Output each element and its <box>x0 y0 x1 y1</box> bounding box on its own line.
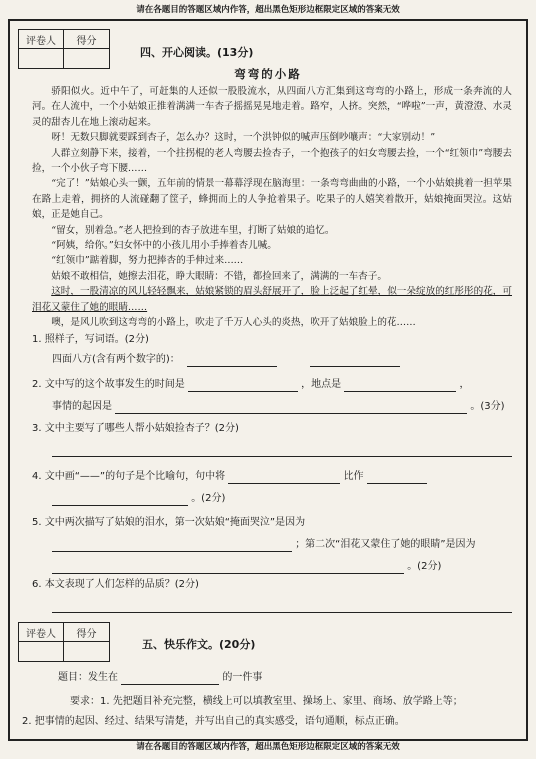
essay-topic-text-a: 题目：发生在 <box>58 672 118 683</box>
answer-blank[interactable] <box>187 356 277 367</box>
answer-blank-object-cont[interactable] <box>52 495 188 506</box>
story-paragraph: 噢，是风儿吹到这弯弯的小路上，吹走了千万人心头的炎热，吹开了姑娘脸上的花…… <box>51 317 416 329</box>
answer-blank-reason1[interactable] <box>52 541 292 552</box>
question-2-text-c: ， <box>459 379 470 390</box>
question-1-example <box>52 353 400 367</box>
question-1-example-text: 四面八方(含有两个数字的)： <box>52 354 180 365</box>
question-5-cont <box>52 538 476 552</box>
answer-blank[interactable] <box>310 356 400 367</box>
story-paragraph: “红领巾”踮着脚，努力把捧杏的手伸过来…… <box>51 255 244 267</box>
question-2-text-b: ，地点是 <box>301 379 342 390</box>
story-paragraph-underlined: 这时，一股清凉的风儿轻轻飘来，姑娘紧锁的眉头舒展开了，脸上泛起了红晕，似一朵绽放的红彤彤的花，可泪花又蒙住了她的眼睛…… <box>32 286 512 313</box>
question-1: 1. 照样子，写词语。(2分) <box>32 334 149 345</box>
question-3: 3. 文中主要写了哪些人帮小姑娘捡杏子？(2分) <box>32 423 239 434</box>
reviewer-label: 评卷人 <box>19 30 64 49</box>
answer-blank-time[interactable] <box>188 381 298 392</box>
question-5-text-b: ；第二次“泪花又蒙住了她的眼睛”是因为 <box>295 539 476 550</box>
question-2-cause <box>52 400 505 414</box>
question-4 <box>32 470 427 484</box>
story-body <box>32 84 512 331</box>
question-4-cont <box>52 492 225 506</box>
essay-topic <box>58 671 262 685</box>
story-paragraph: “完了！”姑娘心头一颤，五年前的情景一幕幕浮现在脑海里：一条弯弯曲曲的小路，一个小姑娘挑着一担苹果在路上走着，拥挤的人流碰翻了筐子，蜂拥而上的人争抢着果子。吃果子的人嬉笑着散开，姑娘掩面哭泣。这姑娘，正是她自己。 <box>32 178 512 221</box>
story-paragraph: 骄阳似火。近中午了，可赶集的人还似一股股流水，从四面八方汇集到这弯弯的小路上，形成一条奔流的人河。在人流中，一个小姑娘正推着满满一车杏子摇摇晃晃地走着。路窄，人挤。突然，“哗啦”一声，黄澄澄、水灵灵的甜杏儿在地上滚动起来。 <box>32 86 512 128</box>
question-4-text-a: 4. 文中画“——”的句子是个比喻句，句中将 <box>32 471 226 482</box>
story-paragraph: 姑娘不敢相信，她擦去泪花，睁大眼睛：不错，都捡回来了，满满的一车杏子。 <box>51 270 387 282</box>
reviewer-label: 评卷人 <box>19 623 64 642</box>
scorebox-section4 <box>18 29 110 69</box>
question-2-text-e: 。(3分) <box>470 401 505 412</box>
essay-topic-text-b: 的一件事 <box>222 672 263 683</box>
story-paragraph: 呀！无数只脚就要踩到杏子，怎么办？这时，一个洪钟似的喊声压倒吵嚷声：“大家别动！” <box>51 132 436 144</box>
answer-blank-reason2[interactable] <box>52 563 404 574</box>
scorebox-section5 <box>18 622 110 662</box>
story-paragraph: “留女，别着急。”老人把捡到的杏子放进车里，打断了姑娘的追忆。 <box>51 224 335 236</box>
essay-topic-blank[interactable] <box>121 674 219 685</box>
story-title: 弯弯的小路 <box>234 67 302 81</box>
section5-title: 五、快乐作文。(20分) <box>142 638 256 651</box>
question-4-text-c: 。(2分) <box>191 493 226 504</box>
answer-line[interactable] <box>52 612 512 613</box>
exam-banner-bottom: 请在各题目的答题区域内作答，超出黑色矩形边框限定区域的答案无效 <box>136 742 400 752</box>
story-paragraph: “阿姨，给你。”妇女怀中的小孩儿用小手捧着杏儿喊。 <box>51 240 277 252</box>
section4-title: 四、开心阅读。(13分) <box>140 46 254 59</box>
question-5-text-c: 。(2分) <box>407 561 442 572</box>
question-5: 5. 文中两次描写了姑娘的泪水，第一次姑娘“掩面哭泣”是因为 <box>32 517 306 528</box>
reviewer-field[interactable] <box>19 642 64 661</box>
question-2 <box>32 378 469 392</box>
answer-blank-cause[interactable] <box>115 403 467 414</box>
score-field[interactable] <box>64 642 109 661</box>
answer-blank-subject[interactable] <box>228 473 340 484</box>
essay-requirement-1: 要求：1. 先把题目补充完整，横线上可以填教室里、操场上、家里、商场、放学路上等； <box>70 696 463 707</box>
question-6: 6. 本文表现了人们怎样的品质？(2分) <box>32 579 199 590</box>
answer-blank-object[interactable] <box>367 473 427 484</box>
question-5-end <box>52 560 441 574</box>
essay-requirement-2: 2. 把事情的起因、经过、结果写清楚，并写出自己的真实感受，语句通顺，标点正确。 <box>22 716 405 727</box>
question-2-text-d: 事情的起因是 <box>52 401 112 412</box>
question-2-text-a: 2. 文中写的这个故事发生的时间是 <box>32 379 185 390</box>
answer-line[interactable] <box>52 456 512 457</box>
question-4-text-b: 比作 <box>343 471 364 482</box>
story-paragraph: 人群立刻静下来，接着，一个拄拐棍的老人弯腰去捡杏子，一个抱孩子的妇女弯腰去捡，一个“红领巾”弯腰去捡，一个小伙子弯下腰…… <box>32 147 512 175</box>
answer-blank-place[interactable] <box>344 381 456 392</box>
score-label: 得分 <box>64 623 109 642</box>
exam-banner-top: 请在各题目的答题区域内作答，超出黑色矩形边框限定区域的答案无效 <box>136 5 400 15</box>
score-label: 得分 <box>64 30 109 49</box>
